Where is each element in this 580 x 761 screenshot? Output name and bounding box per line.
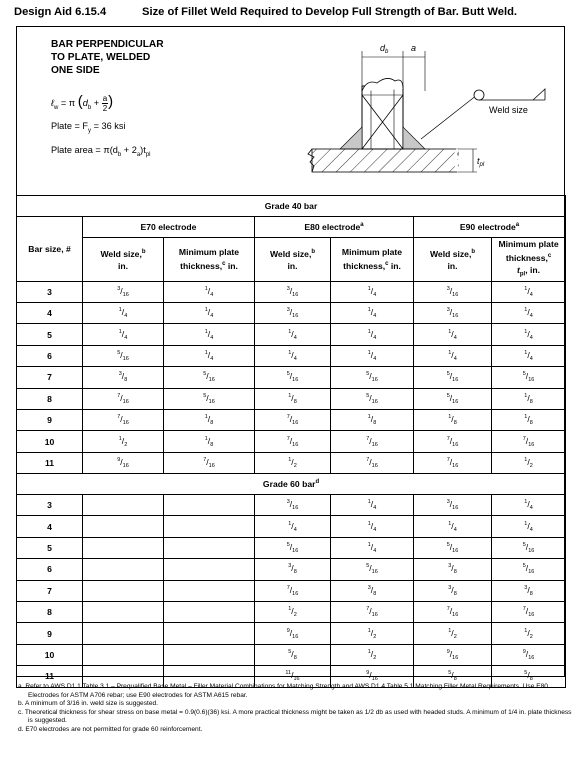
lw-eq: = π bbox=[60, 98, 76, 108]
bar-size-cell: 7 bbox=[17, 367, 83, 388]
table-row bbox=[17, 602, 566, 623]
db-dimension-label: $d_b$ bbox=[380, 43, 389, 55]
table-cell: $^1/_4$ bbox=[255, 324, 331, 345]
table-cell: $^1/_2$ bbox=[331, 644, 414, 665]
grade-40-header: Grade 40 bar bbox=[17, 196, 566, 217]
weld-length-formula: ℓ$_w$ = π ($d_b$ + $\frac{a}{2}$ ) bbox=[51, 93, 114, 114]
table-cell: $^7/_{16}$ bbox=[83, 409, 164, 430]
table-cell: $^7/_{16}$ bbox=[414, 452, 492, 473]
table-cell: $^1/_8$ bbox=[164, 409, 255, 430]
heading-line-3: ONE SIDE bbox=[51, 65, 100, 76]
db-symbol: d bbox=[82, 98, 88, 108]
table-cell: $^5/_{16}$ bbox=[164, 367, 255, 388]
table-cell: $^3/_{16}$ bbox=[414, 495, 492, 516]
table-cell: $^7/_{16}$ bbox=[83, 388, 164, 409]
bar-size-cell: 8 bbox=[17, 602, 83, 623]
table-cell: $^1/_2$ bbox=[492, 623, 566, 644]
table-row bbox=[17, 431, 566, 452]
table-cell: $^1/_4$ bbox=[331, 324, 414, 345]
table-cell: $^3/_{16}$ bbox=[255, 302, 331, 323]
table-cell: $^{11}/_{16}$ bbox=[255, 666, 331, 687]
table-cell: $^3/_{16}$ bbox=[83, 281, 164, 302]
footnote-c: c. Theoretical thickness for shear stress on base metal = 0.9(0.6)(36) ksi. A more practical thickness might be taken as 1/2 db as used with headed studs. A minimum of 1/4 in. plate thickness is suggested. bbox=[18, 708, 572, 725]
table-cell: $^1/_8$ bbox=[492, 409, 566, 430]
table-cell: $^1/_8$ bbox=[331, 409, 414, 430]
base-plate bbox=[312, 149, 458, 172]
table-cell: $^7/_{16}$ bbox=[331, 431, 414, 452]
table-cell: $^1/_4$ bbox=[164, 281, 255, 302]
footnote-d: d. E70 electrodes are not permitted for grade 60 reinforcement. bbox=[18, 725, 203, 733]
bar-size-cell: 5 bbox=[17, 324, 83, 345]
plate-area-formula bbox=[51, 145, 150, 158]
table-cell: $^1/_8$ bbox=[492, 388, 566, 409]
table-cell: $^9/_{16}$ bbox=[414, 644, 492, 665]
table-cell: $^1/_4$ bbox=[492, 345, 566, 366]
table-cell: $^5/_8$ bbox=[414, 666, 492, 687]
table-cell: $^1/_4$ bbox=[492, 495, 566, 516]
table-row bbox=[17, 537, 566, 558]
table-row bbox=[17, 452, 566, 473]
table-cell: $^1/_4$ bbox=[331, 516, 414, 537]
tpl-label: $t_{pl}$ bbox=[477, 156, 485, 168]
bar-size-cell: 11 bbox=[17, 452, 83, 473]
page-title bbox=[14, 6, 574, 18]
table-cell: $^7/_{16}$ bbox=[255, 580, 331, 601]
table-cell: $^3/_{16}$ bbox=[414, 302, 492, 323]
table-cell: $^1/_4$ bbox=[492, 324, 566, 345]
bar-size-cell: 10 bbox=[17, 431, 83, 452]
table-cell: $^3/_{16}$ bbox=[255, 495, 331, 516]
design-aid-title: Size of Fillet Weld Required to Develop Full Strength of Bar. Butt Weld. bbox=[142, 6, 518, 18]
table-cell bbox=[83, 580, 164, 601]
lw-sub: w bbox=[53, 104, 59, 111]
table-cell: $^3/_8$ bbox=[255, 559, 331, 580]
table-cell: $^5/_{16}$ bbox=[331, 367, 414, 388]
plate-label: Plate = F bbox=[51, 121, 89, 131]
table-cell: $^1/_4$ bbox=[83, 302, 164, 323]
table-row bbox=[17, 495, 566, 516]
bar-size-cell: 7 bbox=[17, 580, 83, 601]
bar-section bbox=[362, 78, 403, 149]
table-cell: $^9/_{16}$ bbox=[255, 623, 331, 644]
a-dimension-label: a bbox=[411, 43, 417, 53]
table-row bbox=[17, 644, 566, 665]
table-cell: $^1/_2$ bbox=[255, 452, 331, 473]
table-cell: $^1/_4$ bbox=[414, 324, 492, 345]
area-mid: + 2 bbox=[123, 145, 137, 155]
e80-header: E80 electrode$^a$ bbox=[255, 217, 414, 238]
table-cell: $^1/_4$ bbox=[331, 345, 414, 366]
table-cell: $^7/_{16}$ bbox=[255, 409, 331, 430]
table-cell: $^1/_2$ bbox=[255, 602, 331, 623]
table-cell bbox=[164, 516, 255, 537]
table-cell: $^1/_4$ bbox=[414, 516, 492, 537]
heading-line-2: TO PLATE, WELDED bbox=[51, 52, 151, 63]
table-cell: $^7/_{16}$ bbox=[492, 602, 566, 623]
table-cell: $^5/_8$ bbox=[492, 666, 566, 687]
e70-header: E70 electrode bbox=[83, 217, 255, 238]
table-cell: $^5/_{16}$ bbox=[331, 559, 414, 580]
weld-size-label: Weld size bbox=[489, 105, 528, 115]
table-cell: $^1/_4$ bbox=[255, 345, 331, 366]
table-cell: $^9/_{16}$ bbox=[83, 452, 164, 473]
bar-size-cell: 3 bbox=[17, 495, 83, 516]
left-fillet-weld bbox=[340, 127, 362, 149]
table-row bbox=[17, 580, 566, 601]
right-fillet-weld bbox=[403, 127, 425, 149]
footnote-b: b. A minimum of 3/16 in. weld size is suggested. bbox=[18, 700, 159, 708]
table-cell: $^1/_4$ bbox=[331, 537, 414, 558]
table-cell bbox=[164, 602, 255, 623]
bar-size-cell: 6 bbox=[17, 559, 83, 580]
section-heading bbox=[51, 38, 164, 77]
table-cell bbox=[83, 623, 164, 644]
table-cell bbox=[83, 602, 164, 623]
table-row bbox=[17, 367, 566, 388]
db-sub: b bbox=[87, 104, 92, 111]
table-cell: $^3/_8$ bbox=[331, 580, 414, 601]
weld-size-table bbox=[16, 195, 566, 688]
table-cell: $^3/_{16}$ bbox=[414, 281, 492, 302]
table-cell: $^5/_{16}$ bbox=[255, 537, 331, 558]
e90-header: E90 electrode$^a$ bbox=[414, 217, 566, 238]
weld-all-around-symbol bbox=[474, 90, 484, 100]
table-cell bbox=[83, 537, 164, 558]
table-cell: $^1/_2$ bbox=[414, 623, 492, 644]
table-row bbox=[17, 516, 566, 537]
table-row bbox=[17, 388, 566, 409]
table-cell: $^5/_{16}$ bbox=[492, 367, 566, 388]
table-cell: $^1/_4$ bbox=[331, 281, 414, 302]
table-cell: $^5/_{16}$ bbox=[331, 388, 414, 409]
area-sub-3: pl bbox=[145, 151, 151, 158]
table-cell: $^1/_8$ bbox=[164, 431, 255, 452]
table-cell bbox=[164, 623, 255, 644]
table-cell: $^1/_8$ bbox=[414, 409, 492, 430]
table-cell: $^1/_2$ bbox=[331, 623, 414, 644]
lw-symbol: ℓ bbox=[51, 98, 54, 108]
table-row bbox=[17, 281, 566, 302]
plate-strength bbox=[51, 121, 126, 134]
table-cell: $^1/_8$ bbox=[255, 388, 331, 409]
bar-size-cell: 11 bbox=[17, 666, 83, 687]
min-plate-thickness-header: Minimum plate thickness,$^c$ in. bbox=[331, 238, 414, 282]
table-cell: $^1/_4$ bbox=[164, 324, 255, 345]
table-cell: $^1/_2$ bbox=[83, 431, 164, 452]
table-cell: $^3/_8$ bbox=[414, 580, 492, 601]
table-cell: $^1/_4$ bbox=[164, 345, 255, 366]
bar-size-cell: 4 bbox=[17, 302, 83, 323]
table-cell: $^3/_8$ bbox=[414, 559, 492, 580]
table-row bbox=[17, 302, 566, 323]
table-cell: $^9/_{16}$ bbox=[331, 666, 414, 687]
weld-size-header: Weld size,$^b$ in. bbox=[83, 238, 164, 282]
table-cell: $^5/_{16}$ bbox=[164, 388, 255, 409]
weld-size-header: Weld size,$^b$ in. bbox=[414, 238, 492, 282]
weld-detail-diagram bbox=[307, 31, 557, 193]
table-cell bbox=[164, 580, 255, 601]
bar-size-cell: 5 bbox=[17, 537, 83, 558]
min-plate-thickness-header: Minimum plate thickness,$^c$ in. bbox=[164, 238, 255, 282]
table-cell: $^5/_{16}$ bbox=[414, 388, 492, 409]
bar-size-cell: 9 bbox=[17, 623, 83, 644]
table-cell: $^5/_{16}$ bbox=[492, 559, 566, 580]
table-cell: $^7/_{16}$ bbox=[164, 452, 255, 473]
table-cell: $^7/_{16}$ bbox=[331, 602, 414, 623]
footnotes bbox=[18, 683, 574, 735]
table-cell bbox=[83, 559, 164, 580]
plate-sub: y bbox=[88, 127, 92, 134]
area-label: Plate area = π(d bbox=[51, 145, 118, 155]
table-cell bbox=[83, 644, 164, 665]
plate-value: = 36 ksi bbox=[93, 121, 126, 131]
bar-size-cell: 4 bbox=[17, 516, 83, 537]
table-row bbox=[17, 409, 566, 430]
table-cell: $^5/_{16}$ bbox=[414, 367, 492, 388]
table-cell: $^1/_4$ bbox=[83, 324, 164, 345]
bar-size-header: Bar size, # bbox=[17, 217, 83, 282]
table-cell bbox=[164, 559, 255, 580]
table-cell: $^1/_4$ bbox=[331, 495, 414, 516]
table-cell: $^7/_{16}$ bbox=[255, 431, 331, 452]
bar-size-cell: 6 bbox=[17, 345, 83, 366]
design-aid-number: Design Aid 6.15.4 bbox=[14, 6, 107, 18]
table-cell: $^5/_{16}$ bbox=[414, 537, 492, 558]
table-cell: $^7/_{16}$ bbox=[331, 452, 414, 473]
plus-sign: + bbox=[93, 98, 100, 108]
table-row bbox=[17, 559, 566, 580]
table-cell: $^3/_8$ bbox=[492, 580, 566, 601]
footnote-a: a. Refer to AWS D1.1 Table 3.1 – Prequalified Base Metal – Filler Material Combinations for Matching Strength and AWS D1.4 Table 5.1 Matching Filler Metal Requirements. Use E80 Electrodes for ASTM A706 rebar; use E90 electrodes for ASTM A615 rebar. bbox=[18, 683, 548, 699]
table-cell: $^1/_4$ bbox=[331, 302, 414, 323]
table-cell: $^1/_2$ bbox=[492, 452, 566, 473]
table-cell: $^7/_{16}$ bbox=[414, 602, 492, 623]
table-cell: $^3/_{16}$ bbox=[255, 281, 331, 302]
table-cell: $^5/_{16}$ bbox=[83, 345, 164, 366]
min-plate-thickness-header: Minimum plate thickness,$^c$ $t_{pl}$, in. bbox=[492, 238, 566, 282]
table-cell: $^3/_8$ bbox=[83, 367, 164, 388]
table-cell bbox=[83, 516, 164, 537]
frac-den: 2 bbox=[102, 104, 108, 114]
area-end: )t bbox=[140, 145, 146, 155]
table-row bbox=[17, 345, 566, 366]
table-cell: $^1/_4$ bbox=[492, 516, 566, 537]
design-aid-frame bbox=[16, 26, 565, 683]
area-sub-2: a bbox=[136, 151, 141, 158]
table-cell: $^7/_{16}$ bbox=[492, 431, 566, 452]
weld-size-header: Weld size,$^b$ in. bbox=[255, 238, 331, 282]
table-cell bbox=[164, 537, 255, 558]
bar-size-cell: 3 bbox=[17, 281, 83, 302]
table-cell: $^5/_{16}$ bbox=[492, 537, 566, 558]
table-cell: $^1/_4$ bbox=[492, 281, 566, 302]
bar-size-cell: 9 bbox=[17, 409, 83, 430]
table-cell: $^1/_4$ bbox=[164, 302, 255, 323]
table-cell: $^5/_8$ bbox=[255, 644, 331, 665]
table-cell: $^9/_{16}$ bbox=[492, 644, 566, 665]
heading-line-1: BAR PERPENDICULAR bbox=[51, 39, 164, 50]
frac-num: a bbox=[102, 94, 108, 104]
table-cell bbox=[164, 495, 255, 516]
grade-60-header: Grade 60 bar$^d$ bbox=[17, 474, 566, 495]
table-cell: $^5/_{16}$ bbox=[255, 367, 331, 388]
table-cell: $^7/_{16}$ bbox=[414, 431, 492, 452]
table-cell: $^1/_4$ bbox=[492, 302, 566, 323]
table-row bbox=[17, 324, 566, 345]
table-cell: $^1/_4$ bbox=[414, 345, 492, 366]
table-cell: $^1/_4$ bbox=[255, 516, 331, 537]
bar-size-cell: 10 bbox=[17, 644, 83, 665]
table-cell bbox=[164, 644, 255, 665]
table-cell bbox=[83, 495, 164, 516]
area-sub-1: b bbox=[117, 151, 122, 158]
bar-size-cell: 8 bbox=[17, 388, 83, 409]
table-row bbox=[17, 623, 566, 644]
